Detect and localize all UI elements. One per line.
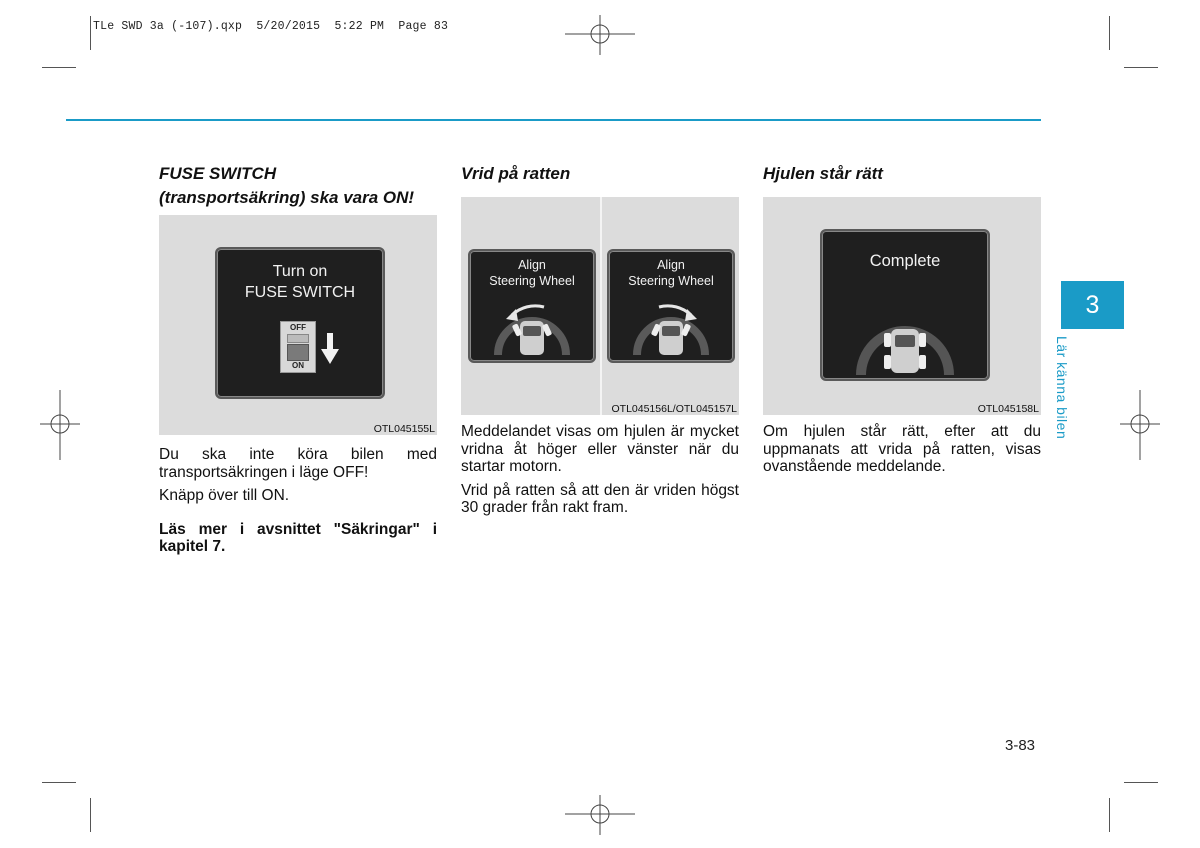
display-line-1: Turn on — [272, 263, 328, 280]
display-line-2: Steering Wheel — [628, 274, 714, 288]
chapter-tab: 3 — [1061, 281, 1124, 329]
heading-line-2: (transportsäkring) ska vara ON! — [159, 188, 415, 207]
reference-note: Läs mer i avsnittet "Säkringar" i kapitel 7. — [159, 520, 437, 555]
section-heading: Hjulen står rätt — [763, 164, 883, 183]
figure-code: OTL045155L — [373, 423, 435, 435]
paragraph: Meddelandet visas om hjulen är mycket vridna åt höger eller vänster när du startar motorn. — [461, 423, 739, 475]
section-align-steering — [461, 162, 739, 186]
cluster-display — [820, 229, 990, 381]
paragraph: Vrid på ratten så att den är vriden högst 30 grader från rakt fram. — [461, 481, 739, 516]
cluster-display-right — [607, 249, 735, 363]
cluster-display — [215, 247, 385, 399]
display-line-1: Complete — [869, 252, 941, 270]
registration-mark-left — [40, 390, 80, 460]
section-heading — [159, 162, 437, 210]
print-header: TLe SWD 3a (-107).qxp 5/20/2015 5:22 PM Page 83 — [93, 20, 449, 33]
arrow-down-icon — [321, 333, 339, 365]
section-fuse-switch — [159, 162, 437, 210]
fuse-switch-icon — [280, 321, 316, 373]
steering-wheel-left-icon — [492, 297, 572, 357]
registration-mark-top — [565, 15, 635, 55]
cluster-display-left — [468, 249, 596, 363]
display-line-1: Align — [518, 258, 546, 272]
figure-divider — [600, 197, 602, 415]
car-wheels-straight-icon — [855, 301, 955, 377]
figure-code: OTL045156L/OTL045157L — [611, 403, 737, 415]
switch-off-label: OFF — [290, 323, 306, 332]
chapter-title — [1054, 336, 1096, 446]
heading-line-1: FUSE SWITCH — [159, 164, 277, 183]
figure-wheels-aligned — [763, 197, 1041, 415]
paragraph: Knäpp över till ON. — [159, 487, 290, 504]
registration-mark-right — [1120, 390, 1160, 460]
figure-code: OTL045158L — [977, 403, 1039, 415]
display-line-1: Align — [657, 258, 685, 272]
steering-wheel-right-icon — [631, 297, 711, 357]
page-number: 3-83 — [1005, 737, 1036, 754]
registration-mark-bottom — [565, 795, 635, 835]
body-text-align-steering — [461, 423, 739, 523]
body-text-wheels-aligned — [763, 423, 1041, 482]
paragraph: Du ska inte köra bilen med transportsäkringen i läge OFF! — [159, 446, 437, 481]
header-rule — [66, 119, 1041, 121]
paragraph: Om hjulen står rätt, efter att du uppmanats att vrida på ratten, visas ovanstående meddelande. — [763, 423, 1041, 475]
figure-align-steering — [461, 197, 739, 415]
section-heading: Vrid på ratten — [461, 164, 571, 183]
chapter-title-text: Lär känna bilen — [1054, 336, 1070, 440]
figure-fuse-switch — [159, 215, 437, 435]
switch-on-label: ON — [292, 361, 304, 370]
body-text-fuse-switch — [159, 446, 437, 562]
display-line-2: FUSE SWITCH — [244, 284, 356, 301]
section-wheels-aligned — [763, 162, 1041, 186]
display-line-2: Steering Wheel — [489, 274, 575, 288]
